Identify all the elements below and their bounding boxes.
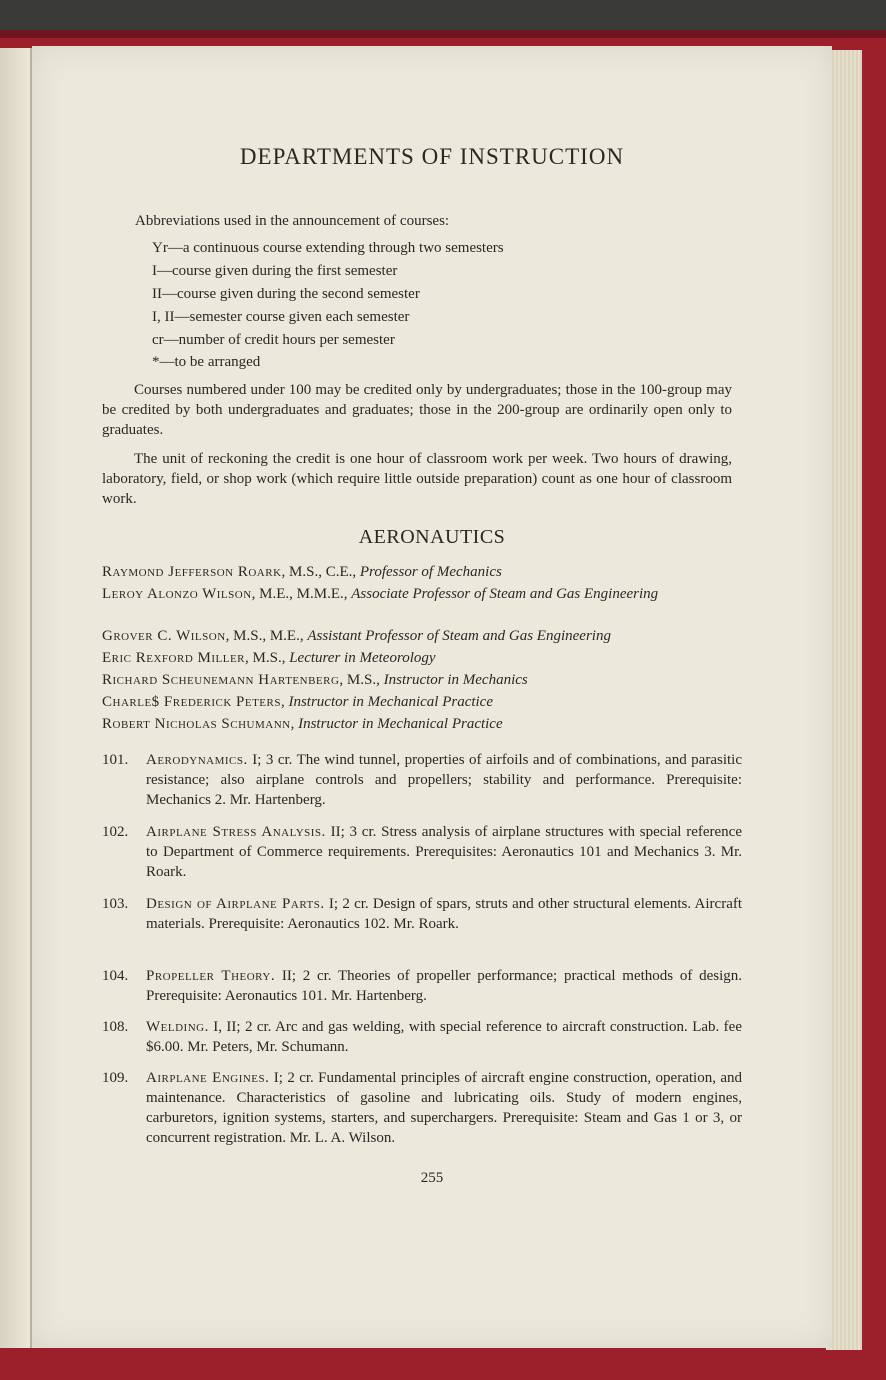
page-title: DEPARTMENTS OF INSTRUCTION xyxy=(239,144,625,169)
course-number: 109. xyxy=(102,1070,129,1086)
faculty-degrees: , M.S., xyxy=(339,672,384,688)
course-description: II; 3 cr. Stress analysis of airplane structures with special reference to Department of Commerce requirements. Prerequisites: Aeronautics 101 and Mechanics 3. Mr. Roark. xyxy=(146,824,742,880)
faculty-name: Robert Nicholas Schumann xyxy=(102,716,291,732)
numbering-note: Courses numbered under 100 may be credited only by undergraduates; those in the 100-group may be credited by both undergraduates and graduates; those in the 200-group are ordinarily open only to graduates. xyxy=(102,382,732,438)
page-number: 255 xyxy=(420,1170,444,1186)
faculty-name: Grover C. Wilson xyxy=(102,628,226,644)
faculty-entry xyxy=(102,670,732,691)
course-name: Airplane Stress Analysis. xyxy=(146,824,326,840)
page-content xyxy=(32,46,832,1348)
faculty-degrees: , M.E., M.M.E., xyxy=(251,586,352,602)
section-title: AERONAUTICS xyxy=(358,526,506,548)
faculty-entry xyxy=(102,626,732,647)
course-number: 101. xyxy=(102,752,129,768)
faculty-entry xyxy=(102,648,732,669)
course-number: 103. xyxy=(102,896,129,912)
faculty-entry xyxy=(102,584,722,605)
faculty-title: Professor of Mechanics xyxy=(359,564,502,580)
faculty-title: Instructor in Mechanical Practice xyxy=(298,716,503,732)
course-entry xyxy=(102,1017,742,1057)
course-entry xyxy=(102,1068,742,1148)
faculty-title: Assistant Professor of Steam and Gas Engineering xyxy=(307,628,611,644)
faculty-entry xyxy=(102,562,732,583)
course-entry xyxy=(102,966,742,1006)
course-number: 104. xyxy=(102,968,129,984)
faculty-title: Associate Professor of Steam and Gas Engineering xyxy=(351,586,659,602)
faculty-degrees: , xyxy=(290,716,299,732)
abbreviation-item: I, II—semester course given each semester xyxy=(152,309,410,325)
facing-page-edge xyxy=(0,48,32,1348)
course-entry xyxy=(102,750,742,810)
cover-top-edge xyxy=(0,30,886,38)
book-page xyxy=(32,46,832,1348)
faculty-title: Instructor in Mechanics xyxy=(383,672,528,688)
abbreviation-item: cr—number of credit hours per semester xyxy=(152,332,395,348)
faculty-entry xyxy=(102,692,732,713)
faculty-entry xyxy=(102,714,732,735)
abbreviation-item: II—course given during the second semester xyxy=(152,286,420,302)
faculty-degrees: , xyxy=(280,694,289,710)
abbreviation-item: I—course given during the first semester xyxy=(152,263,398,279)
faculty-name: Leroy Alonzo Wilson xyxy=(102,586,252,602)
faculty-degrees: , M.S., xyxy=(245,650,290,666)
course-name: Design of Airplane Parts. xyxy=(146,896,325,912)
abbreviation-item: Yr—a continuous course extending through two semesters xyxy=(152,240,504,256)
abbreviation-item: *—to be arranged xyxy=(152,354,261,370)
course-description: I; 3 cr. The wind tunnel, properties of airfoils and of combinations, and parasitic resistance; also airplane controls and propellers; stability and performance. Prerequisite: Mechanics 2. Mr. Hartenberg. xyxy=(146,752,742,808)
abbreviations-intro: Abbreviations used in the announcement of courses: xyxy=(135,213,450,229)
course-entry xyxy=(102,894,742,934)
course-number: 108. xyxy=(102,1019,129,1035)
faculty-name: Charle$ Frederick Peters xyxy=(102,694,281,710)
course-description: II; 2 cr. Theories of propeller performance; practical methods of design. Prerequisite: Aeronautics 101. Mr. Hartenberg. xyxy=(146,968,742,1004)
course-entry xyxy=(102,822,742,882)
course-name: Airplane Engines. xyxy=(146,1070,270,1086)
course-description: I; 2 cr. Design of spars, struts and other structural elements. Aircraft materials. Prerequisite: Aeronautics 102. Mr. Roark. xyxy=(146,896,743,932)
faculty-title: Lecturer in Meteorology xyxy=(289,650,436,666)
course-description: I, II; 2 cr. Arc and gas welding, with special reference to aircraft construction. Lab. fee $6.00. Mr. Peters, Mr. Schumann. xyxy=(146,1019,742,1055)
faculty-name: Eric Rexford Miller xyxy=(102,650,246,666)
faculty-degrees: , M.S., M.E., xyxy=(225,628,308,644)
course-name: Propeller Theory. xyxy=(146,968,276,984)
faculty-name: Richard Scheunemann Hartenberg xyxy=(102,672,340,688)
course-name: Welding. xyxy=(146,1019,209,1035)
course-number: 102. xyxy=(102,824,129,840)
faculty-name: Raymond Jefferson Roark xyxy=(102,564,282,580)
course-name: Aerodynamics. xyxy=(146,752,248,768)
course-description: I; 2 cr. Fundamental principles of aircraft engine construction, operation, and maintenance. Characteristics of gasoline and lubricating oils. Study of modern engines, carburetors, ignition systems, starters, and superchargers. Prerequisite: Steam and Gas 1 or 3, or concurrent registration. Mr. L. A. Wilson. xyxy=(146,1070,742,1146)
faculty-title: Instructor in Mechanical Practice xyxy=(288,694,493,710)
credit-unit-note: The unit of reckoning the credit is one hour of classroom work per week. Two hours of drawing, laboratory, field, or shop work (which require little outside preparation) count as one hour of classroom work. xyxy=(102,451,732,507)
faculty-degrees: , M.S., C.E., xyxy=(281,564,360,580)
